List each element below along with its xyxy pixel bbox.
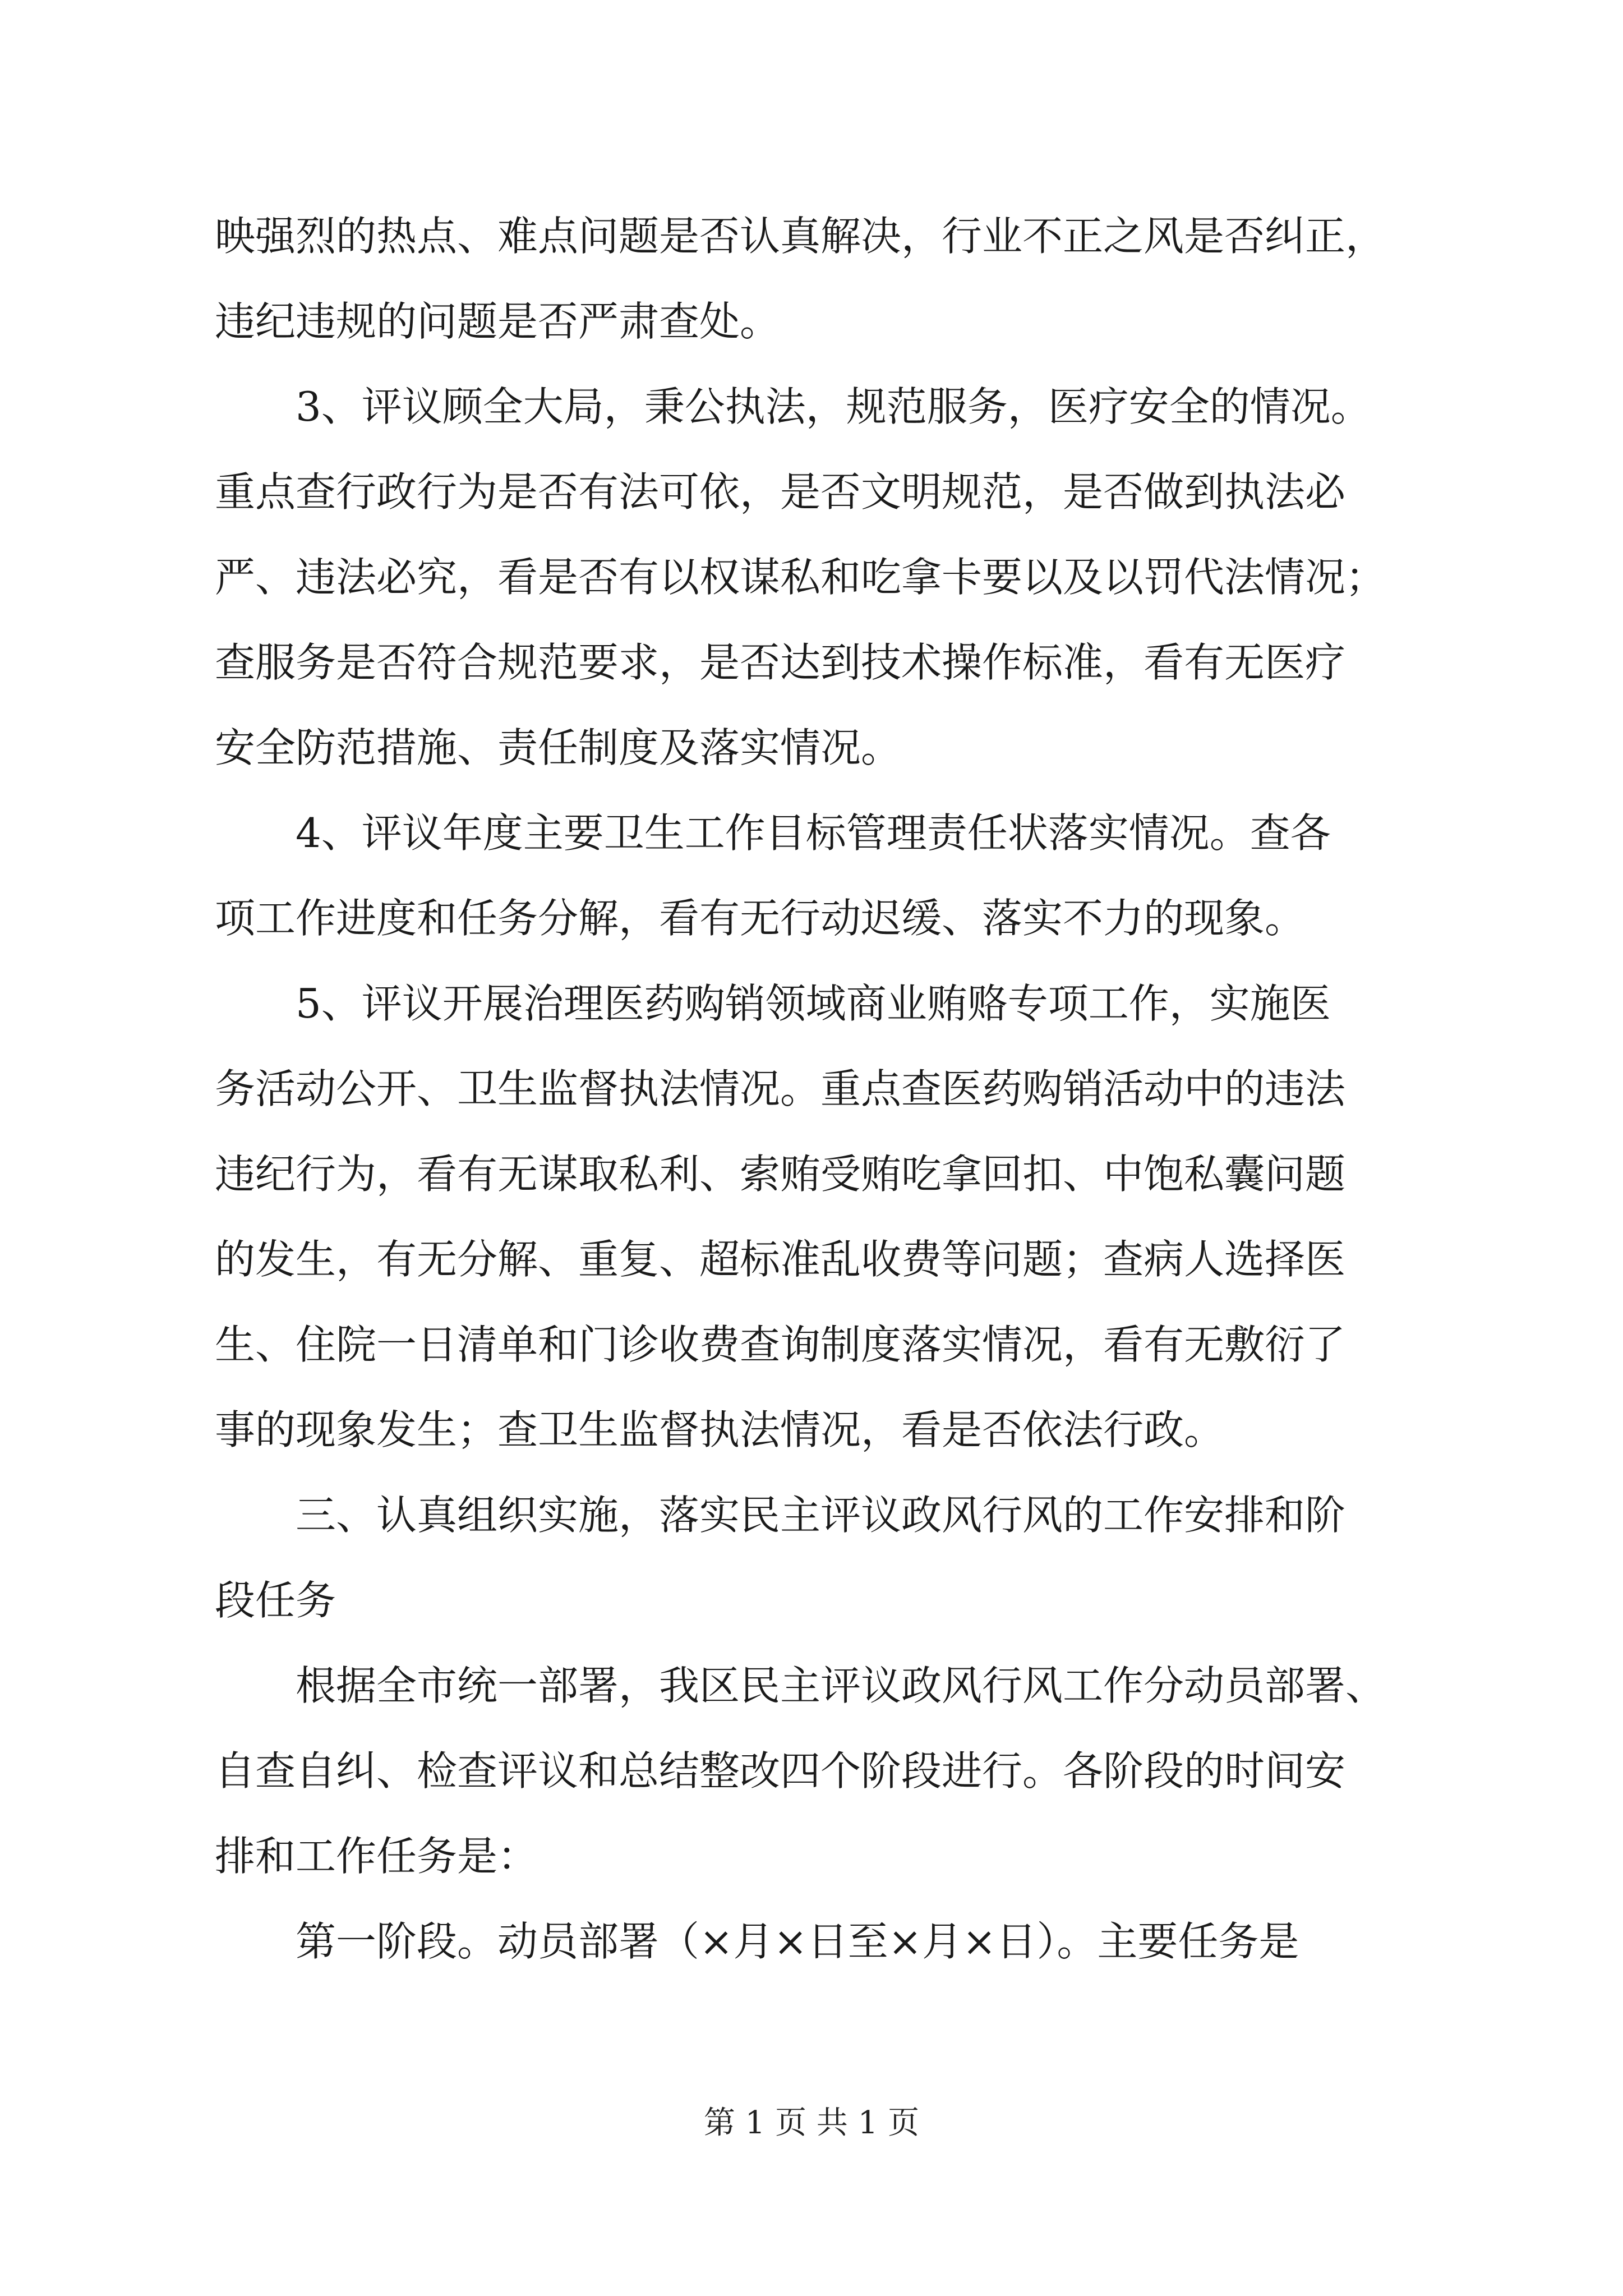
- text-line: 排和工作任务是：: [215, 1833, 538, 1880]
- text-line: 5、评议开展治理医药购销领域商业贿赂专项工作，实施医: [296, 980, 1331, 1027]
- section-heading-line: 段任务: [215, 1577, 336, 1624]
- text-line: 生、住院一日清单和门诊收费查询制度落实情况，看有无敷衍了: [215, 1321, 1346, 1368]
- text-line: 安全防范措施、责任制度及落实情况。: [215, 724, 902, 771]
- text-line: 违纪行为，看有无谋取私利、索贿受贿吃拿回扣、中饱私囊问题: [215, 1151, 1346, 1198]
- text-line: 严、违法必究，看是否有以权谋私和吃拿卡要以及以罚代法情况；: [215, 554, 1386, 601]
- text-line: 事的现象发生；查卫生监督执法情况，看是否依法行政。: [215, 1406, 1225, 1453]
- text-line: 自查自纠、检查评议和总结整改四个阶段进行。各阶段的时间安: [215, 1747, 1346, 1795]
- text-line: 3、评议顾全大局，秉公执法，规范服务，医疗安全的情况。: [296, 383, 1371, 430]
- body-text: [215, 194, 1421, 1984]
- text-line: 项工作进度和任务分解，看有无行动迟缓、落实不力的现象。: [215, 895, 1306, 942]
- page-footer: 第 1 页 共 1 页: [703, 2105, 920, 2141]
- text-line: 务活动公开、卫生监督执法情况。重点查医药购销活动中的违法: [215, 1065, 1346, 1112]
- text-line: 的发生，有无分解、重复、超标准乱收费等问题；查病人选择医: [215, 1236, 1346, 1283]
- text-line: 违纪违规的问题是否严肃查处。: [215, 298, 781, 345]
- text-line: 查服务是否符合规范要求，是否达到技术操作标准，看有无医疗: [215, 639, 1346, 686]
- section-heading-line: 三、认真组织实施，落实民主评议政风行风的工作安排和阶: [296, 1492, 1346, 1539]
- text-line: 映强烈的热点、难点问题是否认真解决，行业不正之风是否纠正，: [215, 213, 1386, 260]
- text-line: 第一阶段。动员部署（×月×日至×月×日）。主要任务是: [296, 1918, 1299, 1965]
- text-line: 4、评议年度主要卫生工作目标管理责任状落实情况。查各: [296, 809, 1331, 857]
- text-line: 根据全市统一部署，我区民主评议政风行风工作分动员部署、: [296, 1662, 1386, 1709]
- text-line: 重点查行政行为是否有法可依，是否文明规范，是否做到执法必: [215, 468, 1346, 516]
